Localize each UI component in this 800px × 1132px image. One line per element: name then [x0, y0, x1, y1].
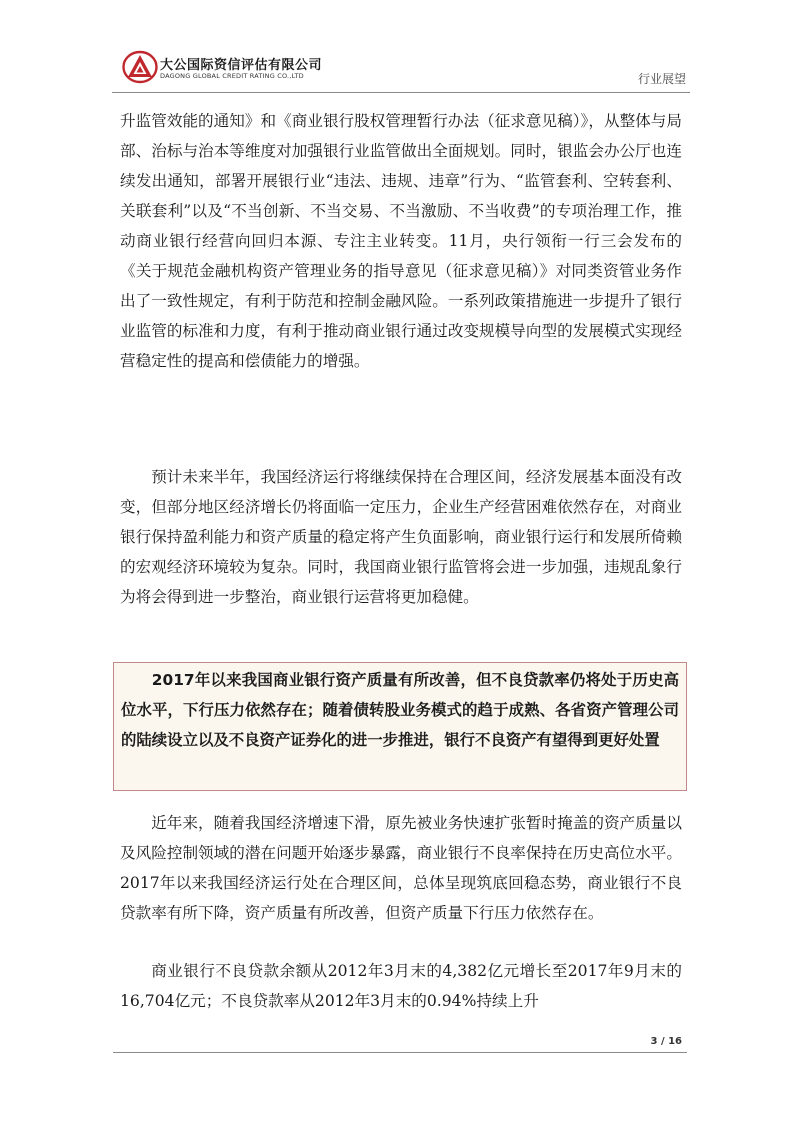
paragraph-asset-quality: 近年来，随着我国经济增速下滑，原先被业务快速扩张暂时掩盖的资产质量以及风险控制领域的潜在问题开始逐步暴露，商业银行不良率保持在历史高位水平。2017年以来我国经济运行处在合理区间，总体呈现筑底回稳态势，商业银行不良贷款率有所下降，资产质量有所改善，但资产质量下行压力依然存在。 — [120, 814, 682, 922]
key-finding-text: 2017年以来我国商业银行资产质量有所改善，但不良贷款率仍将处于历史高位水平，下行压力依然存在；随着债转股业务模式的趋于成熟、各省资产管理公司的陆续设立以及不良资产证券化的进一步推进，银行不良资产有望得到更好处置 — [121, 671, 679, 749]
company-name-cn: 大公国际资信评估有限公司 — [160, 58, 323, 73]
paragraph-outlook: 预计未来半年，我国经济运行将继续保持在合理区间，经济发展基本面没有改变，但部分地区经济增长仍将面临一定压力，企业生产经营困难依然存在，对商业银行保持盈利能力和资产质量的稳定将产生负面影响，商业银行运行和发展所倚赖的宏观经济环境较为复杂。同时，我国商业银行监管将会进一步加强，违规乱象行为将会得到进一步整治，商业银行运营将更加稳健。 — [120, 468, 682, 606]
header-divider — [112, 92, 690, 93]
paragraph-regulation: 升监管效能的通知》和《商业银行股权管理暂行办法（征求意见稿）》，从整体与局部、治标与治本等维度对加强银行业监管做出全面规划。同时，银监会办公厅也连续发出通知，部署开展银行业“违法、违规、违章”行为、“监管套利、空转套利、关联套利”以及“不当创新、不当交易、不当激励、不当收费”的专项治理工作，推动商业银行经营向回归本源、专注主业转变。11月，央行领衔一行三会发布的《关于规范金融机构资产管理业务的指导意见（征求意见稿）》对同类资管业务作出了一致性规定，有利于防范和控制金融风险。一系列政策措施进一步提升了银行业监管的标准和力度，有利于推动商业银行通过改变规模导向型的发展模式实现经营稳定性的提高和偿债能力的增强。 — [120, 112, 682, 370]
dagong-logo-icon — [122, 50, 158, 84]
section-label: 行业展望 — [637, 72, 686, 86]
paragraph-npl-data: 商业银行不良贷款余额从2012年3月末的4,382亿元增长至2017年9月末的16,704亿元；不良贷款率从2012年3月末的0.94%持续上升 — [120, 962, 682, 1010]
footer-divider — [113, 1052, 687, 1053]
key-finding-box — [113, 662, 687, 791]
page-header — [112, 44, 690, 100]
company-name-en: DAGONG GLOBAL CREDIT RATING CO.,LTD — [160, 72, 304, 80]
page-number: 3 / 16 — [650, 1036, 682, 1047]
